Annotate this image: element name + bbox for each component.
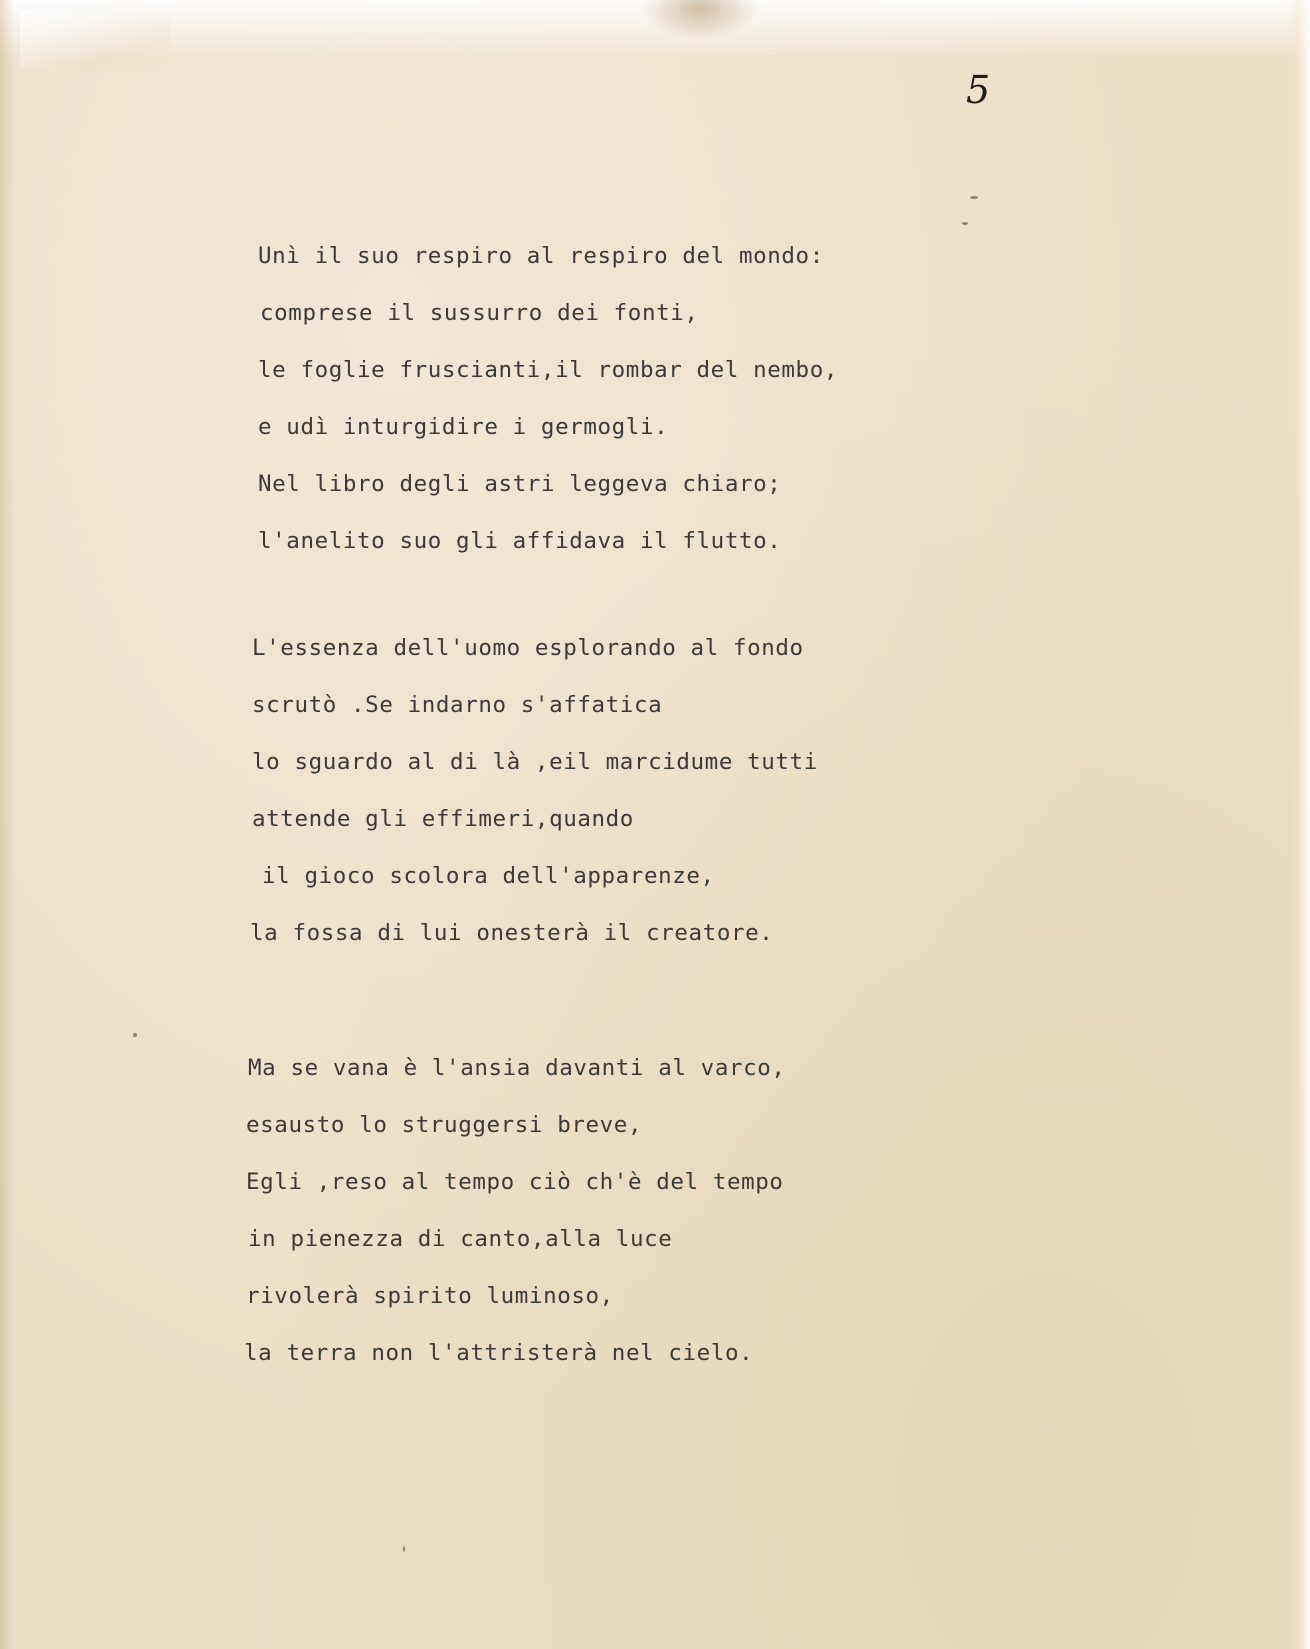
- poem-line: in pienezza di canto,alla luce: [248, 1226, 673, 1252]
- stanza-2: [252, 620, 818, 962]
- poem-line: la terra non l'attristerà nel cielo.: [244, 1340, 754, 1366]
- stanza-1: [258, 228, 838, 570]
- poem-line: esausto lo struggersi breve,: [246, 1112, 643, 1138]
- poem-line: l'anelito suo gli affidava il flutto.: [258, 528, 782, 554]
- poem-line: Ma se vana è l'ansia davanti al varco,: [248, 1055, 786, 1081]
- poem-line: L'essenza dell'uomo esplorando al fondo: [252, 635, 804, 661]
- handwritten-page-number: 5: [966, 68, 991, 112]
- poem-line: Unì il suo respiro al respiro del mondo:: [258, 243, 824, 269]
- poem-line: il gioco scolora dell'apparenze,: [262, 863, 715, 889]
- poem-line: le foglie fruscianti,il rombar del nembo,: [258, 357, 838, 383]
- poem-line: lo sguardo al di là ,eil marcidume tutti: [252, 749, 818, 775]
- stanza-3: [246, 1040, 786, 1382]
- poem-line: comprese il sussurro dei fonti,: [260, 300, 699, 326]
- poem-line: Egli ,reso al tempo ciò ch'è del tempo: [246, 1169, 784, 1195]
- poem-line: la fossa di lui onesterà il creatore.: [250, 920, 774, 946]
- poem-line: attende gli effimeri,quando: [252, 806, 634, 832]
- poem-line: e udì inturgidire i germogli.: [258, 414, 669, 440]
- poem-line: scrutò .Se indarno s'affatica: [252, 692, 663, 718]
- poem-line: rivolerà spirito luminoso,: [246, 1283, 614, 1309]
- poem-line: Nel libro degli astri leggeva chiaro;: [258, 471, 782, 497]
